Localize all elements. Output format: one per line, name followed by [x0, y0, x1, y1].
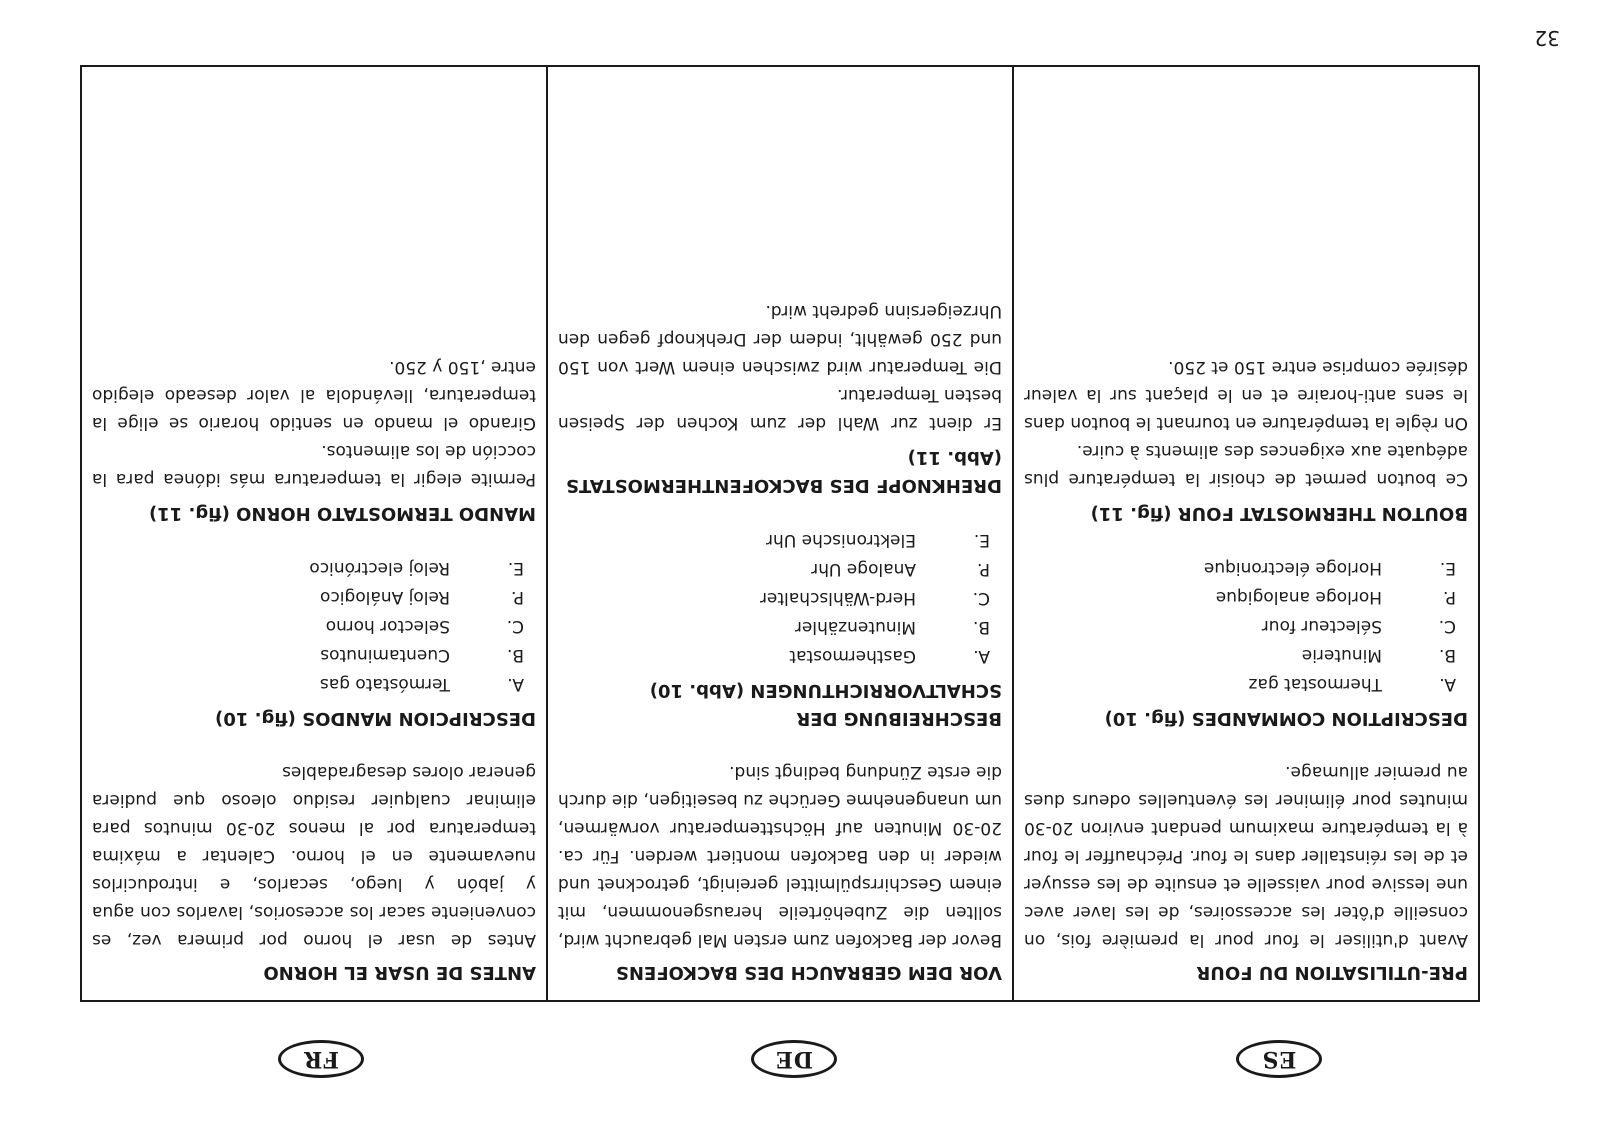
control-label: Termóstato gas: [319, 674, 450, 694]
control-key: E.: [1439, 558, 1456, 578]
section-heading-thermostat: DREHKNOPF DES BACKOFENTHERMOSTATS (Abb. 11): [566, 447, 1002, 496]
page-number: 32: [1534, 26, 1560, 50]
section-text-thermostat-2: Die Temperatur wird zwischen einem Wert von 150 und 250 gewählt, indem der Drehknopf gegen den Uhrzeigersinn gedreht wird.: [558, 301, 1002, 377]
list-item: [1024, 582, 1468, 611]
column-es: [82, 67, 548, 1000]
section-heading-controls: DESCRIPTION COMMANDES (fig. 10): [1104, 708, 1468, 729]
control-key: C.: [1438, 616, 1456, 636]
section-heading-preuse: PRE-UTILISATION DU FOUR: [1196, 962, 1468, 983]
control-label: Minutenzähler: [794, 617, 916, 637]
control-key: C.: [506, 616, 524, 636]
control-key: A.: [507, 674, 524, 694]
control-key: P.: [976, 559, 990, 579]
controls-list: [1024, 553, 1468, 698]
control-key: P.: [510, 587, 524, 607]
list-item: [1024, 611, 1468, 640]
language-badge-label: ES: [1261, 1046, 1297, 1072]
section-heading-thermostat: MANDO TERMOSTATO HORNO (fig. 11): [149, 503, 536, 524]
controls-list: [558, 525, 1002, 670]
section-text-preuse: Bevor der Backofen zum ersten Mal gebraucht wird, sollten die Zubehörteile herausgenommen, mit einem Geschirrspülmittel gereinigt, getrocknet und wieder in den Backofen montiert werden. Für ca. 20-30 Minuten auf Höchsttemperatur vorwärmen, um unangenehme Gerüche zu beseitigen, die durch die erste Zündung bedingt sind.: [558, 762, 1002, 950]
list-item: [92, 553, 536, 582]
section-heading-controls: DESCRIPCION MANDOS (fig. 10): [215, 708, 536, 729]
control-label: Horloge analogique: [1215, 587, 1382, 607]
control-label: Reloj Análogico: [320, 587, 450, 607]
control-key: P.: [1442, 587, 1456, 607]
section-text-thermostat: Er dient zur Wahl der zum Kochen der Speisen besten Temperatur.: [558, 385, 1002, 433]
column-de: [548, 67, 1014, 1000]
control-key: C.: [972, 588, 990, 608]
control-key: B.: [972, 617, 990, 637]
control-key: E.: [507, 558, 524, 578]
section-heading-preuse: ANTES DE USAR EL HORNO: [263, 962, 536, 983]
control-label: Cuentaminutos: [320, 645, 450, 665]
controls-list: [92, 553, 536, 698]
control-key: B.: [506, 645, 524, 665]
list-item: [1024, 640, 1468, 669]
language-badge-de: [751, 1040, 837, 1078]
control-key: E.: [973, 530, 990, 550]
list-item: [92, 582, 536, 611]
section-text-thermostat-2: On règle la température en tournant le bouton dans le sens anti-horaire et en le plaçant sur la valeur désirée comprise entre 150 et 250.: [1024, 357, 1468, 433]
list-item: [558, 612, 1002, 641]
language-badge-fr: [278, 1040, 364, 1078]
list-item: [92, 640, 536, 669]
control-label: Elektronische Uhr: [766, 530, 916, 550]
language-badge-label: FR: [303, 1046, 339, 1072]
section-heading-controls: BESCHREIBUNG DER SCHALTVORRICHTUNGEN (Abb. 10): [649, 680, 1002, 729]
list-item: [92, 669, 536, 698]
language-badge-es: [1236, 1040, 1322, 1078]
control-label: Sélecteur four: [1261, 616, 1382, 636]
control-key: A.: [1439, 674, 1456, 694]
control-label: Herd-Wählschalter: [759, 588, 916, 608]
language-badge-label: DE: [775, 1046, 813, 1072]
list-item: [558, 641, 1002, 670]
list-item: [558, 525, 1002, 554]
control-label: Gasthermostat: [789, 646, 916, 666]
section-heading-preuse: VOR DEM GEBRAUCH DES BACKOFENS: [615, 962, 1002, 983]
control-label: Selector horno: [325, 616, 450, 636]
section-text-thermostat: Permite elegir la temperatura más idónea para la cocción de los alimentos.: [92, 441, 536, 489]
section-text-preuse: Antes de usar el horno por primera vez, es conveniente sacar los accesorios, lavarlos con agua y jabón y luego, secarlos, e introducirlos nuevamente en el horno. Calentar a máxima temperatura por al menos 20-30 minutos para eliminar cualquier residuo oleoso que pudiera generar olores desagradables: [92, 762, 536, 950]
control-key: B.: [1438, 645, 1456, 665]
control-key: A.: [973, 646, 990, 666]
list-item: [1024, 553, 1468, 582]
list-item: [1024, 669, 1468, 698]
section-text-preuse: Avant d'utiliser le four pour la première fois, on conseille d'ôter les accessoires, de les laver avec une lessive pour vaisselle et ensuite de les essuyer et de les réinstaller dans le four. Préchauffer le four à la température maximum pendant environ 20-30 minutes pour éliminer les éventuelles odeurs dues au premier allumage.: [1024, 762, 1468, 950]
section-heading-thermostat: BOUTON THERMOSTAT FOUR (fig. 11): [1090, 503, 1468, 524]
list-item: [92, 611, 536, 640]
section-text-thermostat: Ce bouton permet de choisir la température plus adéquate aux exigences des aliments à cuire.: [1024, 441, 1468, 489]
list-item: [558, 583, 1002, 612]
control-label: Horloge électronique: [1203, 558, 1382, 578]
control-label: Reloj electrónico: [309, 558, 450, 578]
list-item: [558, 554, 1002, 583]
control-label: Minuterie: [1301, 645, 1382, 665]
three-column-table: [80, 65, 1480, 1002]
column-fr: [1014, 67, 1478, 1000]
section-text-thermostat-2: Girando el mando en sentido horario se elige la temperatura, llevándola al valor deseado elegido entre ,150 y 250.: [92, 357, 536, 433]
control-label: Thermostat gaz: [1248, 674, 1382, 694]
control-label: Analoge Uhr: [811, 559, 916, 579]
